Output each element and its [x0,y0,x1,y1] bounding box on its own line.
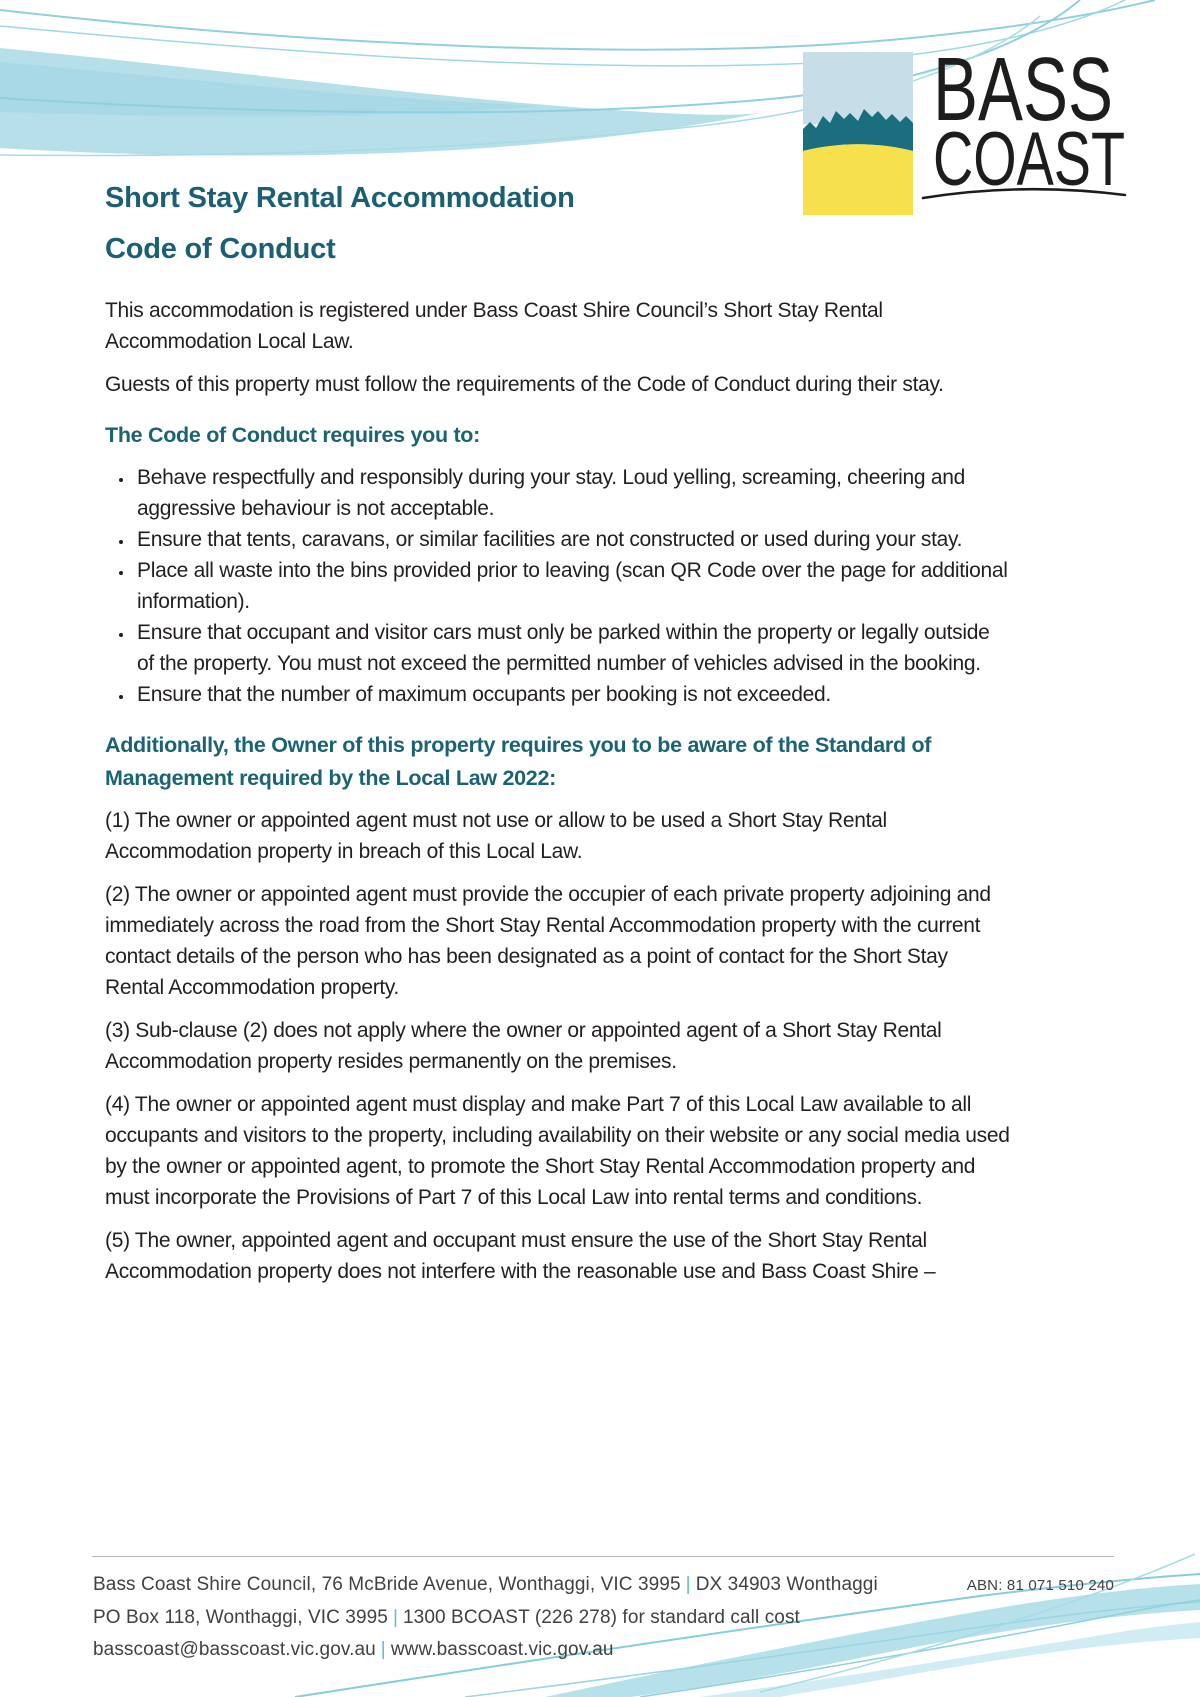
footer-phone: 1300 BCOAST (226 278) for standard call cost [403,1606,800,1628]
standards-heading-line1: Additionally, the Owner of this property requires you to be aware of the Standard of [105,733,932,757]
intro-paragraph-1: This accommodation is registered under Bass Coast Shire Council’s Short Stay Rental Accommodation Local Law. [105,299,883,353]
footer-dx: DX 34903 Wonthaggi [695,1574,878,1595]
list-item: • Place all waste into the bins provided prior to leaving (scan QR Code over the page for additional information). [134,555,1010,617]
footer-separator: | [380,1639,386,1661]
footer-separator: | [685,1574,691,1595]
list-item: • Behave respectfully and responsibly during your stay. Loud yelling, screaming, cheering and aggressive behaviour is not acceptable. [134,462,1010,524]
clause-paragraph-4: (4) The owner or appointed agent must display and make Part 7 of this Local Law available to all occupants and visitors to the property, including availability on their website or any social media used by the owner or appointed agent, to promote the Short Stay Rental Accommodation property and must incorporate the Provisions of Part 7 of this Local Law into rental terms and conditions. [105,1093,1010,1209]
list-item: • Ensure that occupant and visitor cars must only be parked within the property or legally outside of the property. You must not exceed the permitted number of vehicles advised in the booking. [134,617,1010,679]
clause-paragraph-2: (2) The owner or appointed agent must provide the occupier of each private property adjoining and immediately across the road from the Short Stay Rental Accommodation property with the current contact details of the person who has been designated as a point of contact for the Short Stay Rental Accommodation property. [105,883,991,999]
footer-address: Bass Coast Shire Council, 76 McBride Avenue, Wonthaggi, VIC 3995 [93,1574,681,1595]
footer-line-1 [93,1569,1043,1602]
footer-po-box: PO Box 118, Wonthaggi, VIC 3995 [93,1606,388,1628]
clause-paragraph-1: (1) The owner or appointed agent must not use or allow to be used a Short Stay Rental Accommodation property in breach of this Local Law. [105,809,887,863]
clause-paragraph-5: (5) The owner, appointed agent and occupant must ensure the use of the Short Stay Rental Accommodation property does not interfere with the reasonable use and Bass Coast Shire – [105,1229,936,1283]
code-of-conduct-heading: The Code of Conduct requires you to: [105,423,481,447]
list-item: • Ensure that the number of maximum occupants per booking is not exceeded. [134,679,1010,710]
logo-sky-block [803,52,913,124]
footer-line-2 [93,1602,1043,1635]
logo-text-coast: COAST [933,117,1125,202]
standards-heading [105,729,1010,795]
code-of-conduct-list [105,462,1010,710]
page-title-line1: Short Stay Rental Accommodation [105,182,575,214]
standards-heading-line2: Management required by the Local Law 2022: [105,766,556,790]
footer-line-3 [93,1634,1043,1667]
footer-website: www.basscoast.vic.gov.au [390,1639,614,1661]
page-title-line2: Code of Conduct [105,233,336,265]
document-content [105,182,1010,1299]
clause-paragraph-3: (3) Sub-clause (2) does not apply where the owner or appointed agent of a Short Stay Rental Accommodation property resides permanently on the premises. [105,1019,942,1073]
list-item: • Ensure that tents, caravans, or similar facilities are not constructed or used during your stay. [134,524,1010,555]
abn-text: ABN: 81 071 510 240 [966,1577,1114,1594]
footer-email: basscoast@basscoast.vic.gov.au [93,1639,376,1661]
page-footer [93,1569,1043,1667]
footer-divider [92,1556,1114,1557]
intro-paragraph-2: Guests of this property must follow the requirements of the Code of Conduct during their stay. [105,373,944,396]
logo-text-bass: BASS [933,52,1113,140]
footer-separator: | [392,1606,399,1628]
